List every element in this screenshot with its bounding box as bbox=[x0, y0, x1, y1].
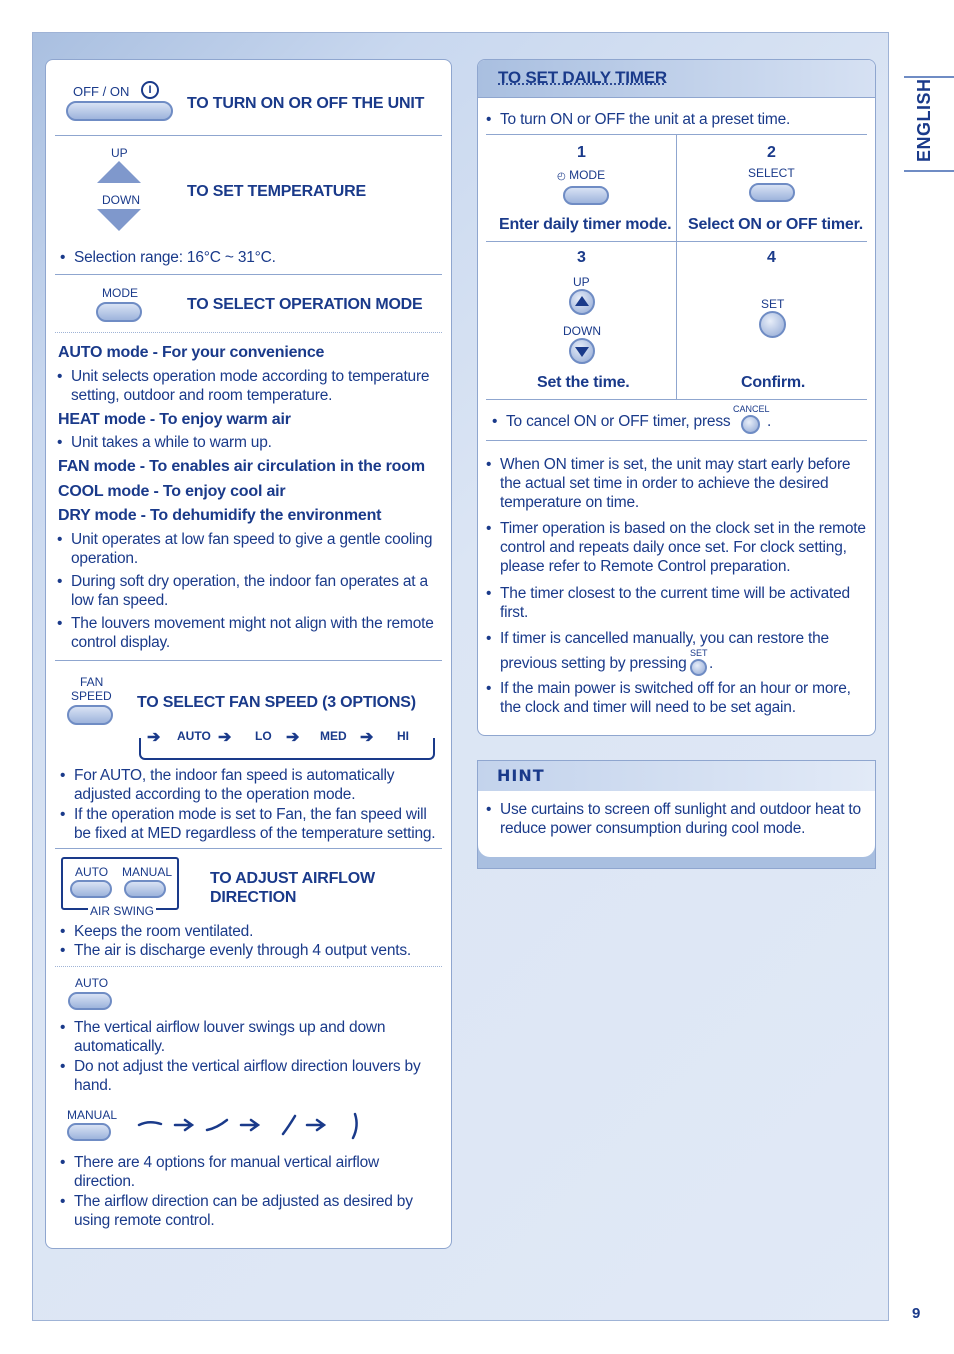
fan-seq-lo: LO bbox=[255, 729, 272, 743]
fan-mode-heading: FAN mode - To enables air circulation in the room bbox=[58, 458, 425, 475]
airflow-text: • Keeps the room ventilated. bbox=[74, 922, 253, 941]
louver-pos-1-icon bbox=[139, 1122, 161, 1125]
divider bbox=[55, 966, 442, 967]
page-number: 9 bbox=[912, 1305, 921, 1322]
step-2-caption: Select ON or OFF timer. bbox=[688, 216, 864, 233]
temp-up-label: UP bbox=[111, 146, 128, 160]
louver-direction-icons bbox=[135, 1108, 365, 1144]
timer-down-button[interactable] bbox=[569, 338, 595, 364]
step-4-number: 4 bbox=[767, 249, 776, 266]
arrow-icon: ➔ bbox=[360, 729, 374, 746]
timer-note: please refer to Remote Control preparation. bbox=[500, 558, 791, 575]
dry-mode-text: • The louvers movement might not align with the remote bbox=[71, 614, 434, 633]
louver-pos-3-icon bbox=[283, 1116, 295, 1134]
divider bbox=[55, 848, 442, 849]
cancel-button[interactable] bbox=[741, 415, 760, 434]
cancel-button-label: CANCEL bbox=[733, 404, 770, 414]
clock-icon: ◴ bbox=[557, 171, 566, 182]
grid-divider bbox=[486, 241, 867, 242]
airflow-text: • The air is discharge evenly through 4 output vents. bbox=[74, 941, 411, 960]
step-4-caption: Confirm. bbox=[741, 374, 806, 391]
dry-mode-text: low fan speed. bbox=[71, 592, 169, 609]
timer-note: first. bbox=[500, 604, 529, 621]
airflow-manual-button[interactable] bbox=[67, 1123, 111, 1141]
air-swing-auto-label: AUTO bbox=[75, 865, 109, 879]
step-3-up-label: UP bbox=[573, 275, 590, 289]
timer-note: • When ON timer is set, the unit may start early before bbox=[500, 455, 850, 474]
step-1-caption: Enter daily timer mode. bbox=[499, 216, 672, 233]
fan-text: be fixed at MED regardless of the temperature setting. bbox=[74, 825, 436, 842]
dry-mode-text: • During soft dry operation, the indoor fan operates at a bbox=[71, 572, 428, 591]
fan-text: • For AUTO, the indoor fan speed is automatically bbox=[74, 766, 394, 785]
divider bbox=[55, 332, 442, 333]
divider bbox=[55, 274, 442, 275]
timer-select-button[interactable] bbox=[749, 183, 795, 202]
divider bbox=[55, 135, 442, 136]
auto-mode-text-2: setting, outdoor and room temperature. bbox=[71, 387, 333, 404]
fan-seq-med: MED bbox=[320, 729, 347, 743]
hint-text: • Use curtains to screen off sunlight and outdoor heat to bbox=[500, 800, 861, 819]
timer-note: • Timer operation is based on the clock set in the remote bbox=[500, 519, 866, 538]
divider bbox=[486, 440, 867, 441]
step-1-button-label bbox=[557, 168, 605, 182]
timer-note: the actual set time in order to achieve the desired bbox=[500, 475, 829, 492]
mode-title: TO SELECT OPERATION MODE bbox=[187, 296, 423, 313]
airflow-manual-text: • The airflow direction can be adjusted as desired by bbox=[74, 1192, 413, 1211]
timer-title: TO SET DAILY TIMER bbox=[498, 68, 667, 87]
step-1-number: 1 bbox=[577, 144, 586, 161]
timer-note: • If timer is cancelled manually, you can restore the bbox=[500, 629, 829, 648]
temp-title: TO SET TEMPERATURE bbox=[187, 183, 366, 200]
fan-text: adjusted according to the operation mode. bbox=[74, 786, 356, 803]
timer-note: • The timer closest to the current time will be activated bbox=[500, 584, 850, 603]
temp-down-button[interactable] bbox=[97, 209, 141, 231]
arrow-icon: ➔ bbox=[218, 729, 232, 746]
mode-label: MODE bbox=[569, 168, 606, 182]
heat-mode-text: • Unit takes a while to warm up. bbox=[71, 433, 272, 452]
fan-button-label: SPEED bbox=[71, 689, 112, 703]
timer-set-button[interactable] bbox=[759, 311, 786, 338]
set-button-label: SET bbox=[690, 648, 708, 658]
air-swing-manual-label: MANUAL bbox=[122, 865, 173, 879]
timer-note: temperature on time. bbox=[500, 494, 640, 511]
fan-button-label: FAN bbox=[80, 675, 104, 689]
dry-mode-text: • Unit operates at low fan speed to give a gentle cooling bbox=[71, 530, 432, 549]
cancel-period: . bbox=[767, 413, 772, 430]
timer-note: the clock and timer will need to be set again. bbox=[500, 699, 796, 716]
timer-up-button[interactable] bbox=[569, 289, 595, 315]
louver-pos-2-icon bbox=[207, 1120, 227, 1130]
temp-range: • Selection range: 16°C ~ 31°C. bbox=[74, 248, 276, 267]
heat-mode-heading: HEAT mode - To enjoy warm air bbox=[58, 411, 291, 428]
air-swing-manual-button[interactable] bbox=[124, 880, 166, 898]
fan-seq-auto: AUTO bbox=[177, 729, 211, 743]
onoff-button-label: OFF / ON bbox=[73, 84, 130, 99]
dry-mode-heading: DRY mode - To dehumidify the environment bbox=[58, 507, 382, 524]
dry-mode-text: operation. bbox=[71, 550, 138, 567]
divider bbox=[55, 660, 442, 661]
arrow-icon bbox=[307, 1120, 324, 1130]
fan-text: • If the operation mode is set to Fan, the fan speed will bbox=[74, 805, 427, 824]
airflow-auto-text: automatically. bbox=[74, 1038, 165, 1055]
airflow-auto-text: • The vertical airflow louver swings up and down bbox=[74, 1018, 385, 1037]
airflow-auto-text: • Do not adjust the vertical airflow direction louvers by bbox=[74, 1057, 421, 1076]
step-3-caption: Set the time. bbox=[537, 374, 630, 391]
step-3-number: 3 bbox=[577, 249, 586, 266]
airflow-auto-text: hand. bbox=[74, 1077, 112, 1094]
note-period: . bbox=[709, 655, 714, 672]
airflow-auto-button[interactable] bbox=[68, 992, 112, 1010]
fan-title: TO SELECT FAN SPEED (3 OPTIONS) bbox=[137, 694, 416, 711]
airflow-manual-text: using remote control. bbox=[74, 1212, 215, 1229]
auto-button-label: AUTO bbox=[75, 976, 109, 990]
onoff-title: TO TURN ON OR OFF THE UNIT bbox=[187, 95, 425, 112]
step-4-button-label: SET bbox=[761, 297, 785, 311]
arrow-icon bbox=[175, 1120, 192, 1130]
timer-mode-button[interactable] bbox=[563, 186, 609, 205]
timer-note: previous setting by pressing bbox=[500, 655, 687, 672]
step-2-button-label: SELECT bbox=[748, 166, 795, 180]
hint-text: reduce power consumption during cool mode. bbox=[500, 820, 806, 837]
airflow-manual-text: • There are 4 options for manual vertical airflow bbox=[74, 1153, 379, 1172]
arrow-icon: ➔ bbox=[147, 729, 161, 746]
up-arrow-icon bbox=[575, 296, 589, 306]
arrow-icon: ➔ bbox=[286, 729, 300, 746]
airflow-manual-text: direction. bbox=[74, 1173, 135, 1190]
fan-speed-button[interactable] bbox=[67, 705, 113, 725]
temp-down-label: DOWN bbox=[102, 193, 140, 207]
mode-button[interactable] bbox=[96, 302, 142, 322]
cool-mode-heading: COOL mode - To enjoy cool air bbox=[58, 483, 286, 500]
mode-button-label: MODE bbox=[102, 286, 138, 300]
air-swing-label: AIR SWING bbox=[90, 904, 155, 918]
inline-set-button[interactable] bbox=[690, 659, 707, 676]
power-icon: I bbox=[141, 81, 159, 99]
timer-note: • If the main power is switched off for an hour or more, bbox=[500, 679, 851, 698]
timer-note: control and repeats daily once set. For clock setting, bbox=[500, 539, 847, 556]
step-2-number: 2 bbox=[767, 144, 776, 161]
louver-pos-4-icon bbox=[353, 1114, 357, 1138]
hint-title: HINT bbox=[497, 766, 545, 785]
step-3-down-label: DOWN bbox=[563, 324, 601, 338]
auto-mode-text: • Unit selects operation mode according to temperature bbox=[71, 367, 429, 386]
temp-up-button[interactable] bbox=[97, 161, 141, 183]
airflow-title: TO ADJUST AIRFLOW bbox=[210, 870, 375, 887]
air-swing-auto-button[interactable] bbox=[70, 880, 112, 898]
cancel-text: • To cancel ON or OFF timer, press bbox=[506, 412, 730, 431]
auto-mode-heading: AUTO mode - For your convenience bbox=[58, 344, 325, 361]
timer-intro: • To turn ON or OFF the unit at a preset time. bbox=[500, 110, 790, 129]
language-label: ENGLISH bbox=[914, 78, 934, 162]
grid-divider bbox=[676, 134, 677, 400]
manual-button-label: MANUAL bbox=[67, 1108, 118, 1122]
fan-seq-hi: HI bbox=[397, 729, 409, 743]
down-arrow-icon bbox=[575, 347, 589, 357]
arrow-icon bbox=[241, 1120, 258, 1130]
dry-mode-text: control display. bbox=[71, 634, 171, 651]
onoff-button[interactable] bbox=[66, 101, 173, 121]
airflow-title-2: DIRECTION bbox=[210, 889, 297, 906]
